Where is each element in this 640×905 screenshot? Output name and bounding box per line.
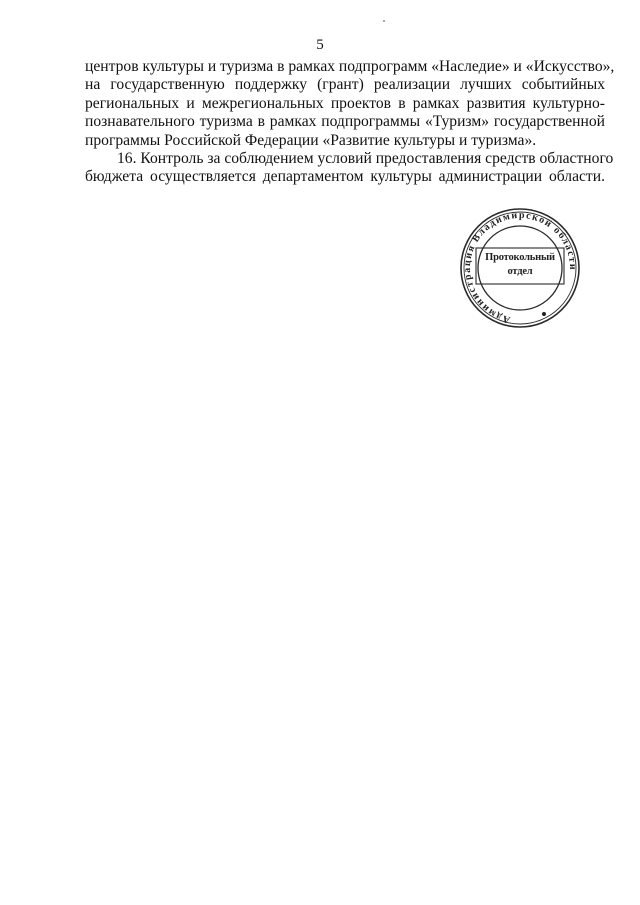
text-line: 16. Контроль за соблюдением условий предоставления средств областного bbox=[117, 149, 614, 167]
stamp-line-1: Протокольный bbox=[485, 252, 555, 263]
svg-text:Администрация Владимирской обл: Администрация Владимирской области bbox=[461, 209, 579, 326]
text-line: познавательного туризма в рамках подпрограммы «Туризм» государственной bbox=[85, 113, 605, 131]
document-body bbox=[85, 58, 615, 187]
paragraph-item-16 bbox=[85, 149, 614, 187]
page-number: 5 bbox=[316, 37, 324, 53]
text-line: бюджета осуществляется департаментом культуры администрации области. bbox=[85, 168, 605, 186]
paragraph-continued bbox=[85, 58, 615, 150]
scan-speck bbox=[383, 20, 385, 22]
official-stamp bbox=[456, 206, 584, 330]
text-line: центров культуры и туризма в рамках подпрограмм «Наследие» и «Искусство», bbox=[85, 58, 615, 75]
stamp-line-2: отдел bbox=[507, 266, 533, 277]
text-line: программы Российской Федерации «Развитие культуры и туризма». bbox=[85, 131, 537, 149]
text-line: на государственную поддержку (грант) реализации лучших событийных bbox=[85, 76, 605, 94]
text-line: региональных и межрегиональных проектов в рамках развития культурно- bbox=[85, 94, 605, 112]
